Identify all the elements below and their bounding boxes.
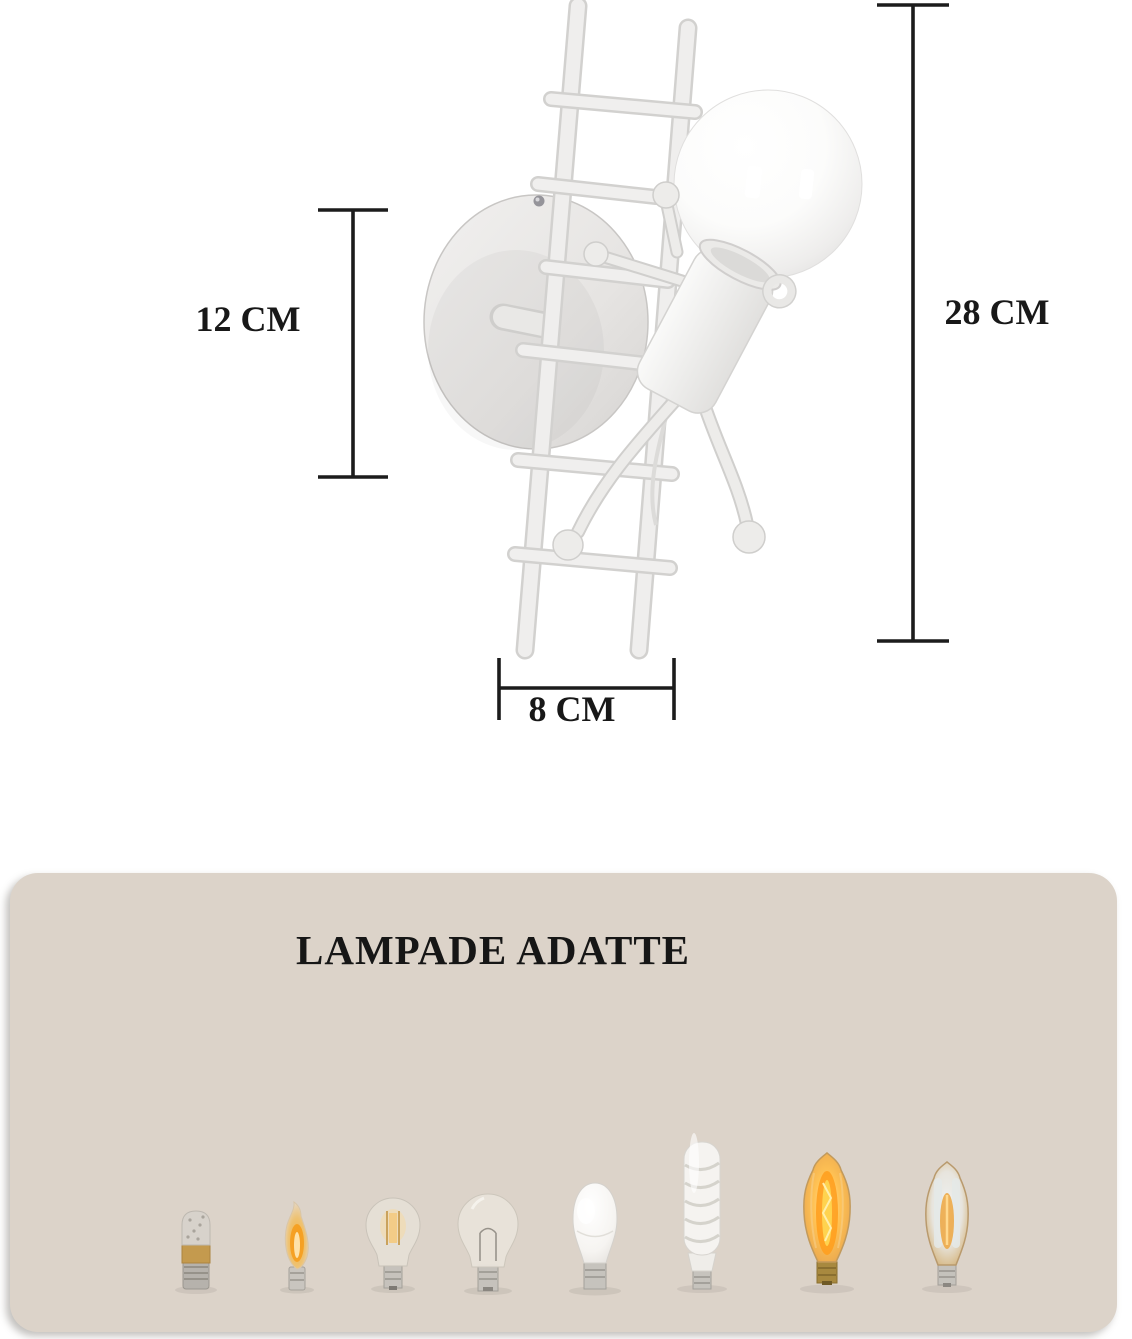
filament-globe-bulb-icon — [366, 1198, 420, 1290]
mount-screw — [534, 196, 545, 207]
hand-ball — [653, 182, 679, 208]
spiral-cfl-bulb-icon — [684, 1133, 720, 1289]
edison-st64-bulb-clear-icon — [926, 1162, 968, 1287]
dimension-label-12cm: 12 CM — [195, 299, 301, 339]
bulb-row — [10, 873, 1117, 1332]
elbow-ball — [584, 242, 608, 266]
dimension-label-8cm: 8 CM — [528, 689, 616, 729]
clear-incandescent-bulb-icon — [458, 1194, 518, 1291]
mini-tube-bulb-icon — [182, 1211, 210, 1289]
foot-ball-left — [553, 530, 583, 560]
compatible-bulbs-panel — [10, 873, 1117, 1332]
edison-st64-bulb-lit-icon — [804, 1153, 850, 1285]
foot-ball-right — [733, 521, 765, 553]
panel-title: LAMPADE ADATTE — [296, 927, 691, 973]
dimension-label-28cm: 28 CM — [944, 292, 1050, 332]
white-led-bulb-icon — [573, 1183, 617, 1289]
candle-flame-bulb-icon — [285, 1202, 308, 1290]
